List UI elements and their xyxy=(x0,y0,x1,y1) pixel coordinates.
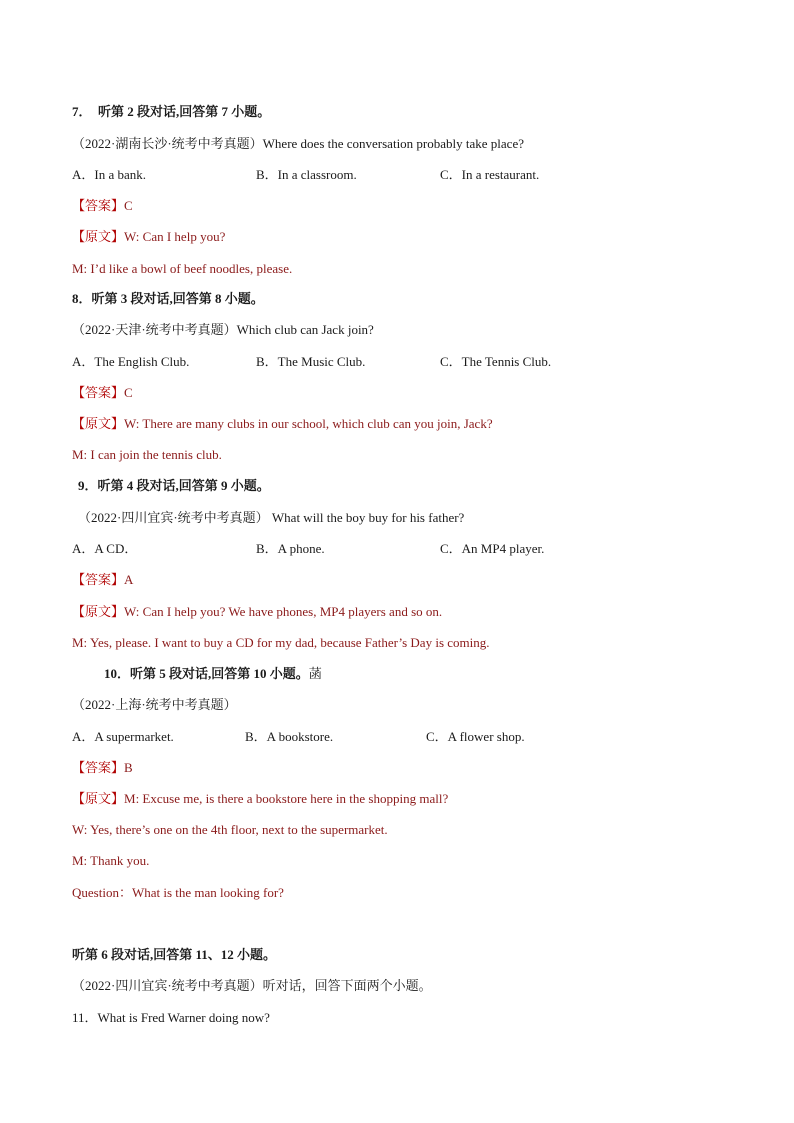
q7-option-c: C．In a restaurant. xyxy=(440,167,540,182)
answer-tag: 【答案】 xyxy=(72,760,125,775)
q7-source-line-2: M: I’d like a bowl of beef noodles, please. xyxy=(72,261,293,276)
q9-option-a: A．A CD． xyxy=(72,541,138,556)
q7-option-a: A．In a bank. xyxy=(72,167,147,182)
q9-source-line-2: M: Yes, please. I want to buy a CD for my dad, because Father’s Day is coming. xyxy=(72,635,490,650)
q7-question: （2022·湖南长沙·统考中考真题）Where does the conversation probably take place? xyxy=(72,136,524,151)
q8-heading: 8．听第 3 段对话,回答第 8 小题。 xyxy=(72,291,264,306)
q10-source-line-3: M: Thank you. xyxy=(72,853,150,868)
q10-answer xyxy=(72,760,133,776)
q11-question: （2022·四川宜宾·统考中考真题）听对话，回答下面两个小题。 xyxy=(72,978,432,993)
q7-option-b: B．In a classroom. xyxy=(256,167,357,182)
source-tag: 【原文】 xyxy=(72,229,125,244)
q8-question: （2022·天津·统考中考真题）Which club can Jack join? xyxy=(72,322,374,337)
q9-heading: 9．听第 4 段对话,回答第 9 小题。 xyxy=(78,478,270,493)
q10-source-line-2: W: Yes, there’s one on the 4th floor, next to the supermarket. xyxy=(72,822,388,837)
answer-value: A xyxy=(124,572,134,587)
q8-answer xyxy=(72,385,133,401)
q7-answer xyxy=(72,198,133,214)
q8-source-line-2: M: I can join the tennis club. xyxy=(72,447,222,462)
q9-option-c: C．An MP4 player. xyxy=(440,541,545,556)
q10-option-c: C．A flower shop. xyxy=(426,729,525,744)
q10-question: （2022·上海·统考中考真题） xyxy=(72,697,237,712)
q8-source-line-1 xyxy=(72,416,493,432)
answer-value: C xyxy=(124,385,133,400)
q10-heading-text: 10．听第 5 段对话,回答第 10 小题。 xyxy=(104,666,309,681)
q11-subquestion: 11．What is Fred Warner doing now? xyxy=(72,1010,270,1025)
source-text: W: There are many clubs in our school, which club can you join, Jack? xyxy=(124,416,493,431)
answer-tag: 【答案】 xyxy=(72,385,125,400)
q10-option-b: B．A bookstore. xyxy=(245,729,334,744)
q8-option-c: C．The Tennis Club. xyxy=(440,354,552,369)
answer-tag: 【答案】 xyxy=(72,572,125,587)
q10-heading-tail: 菡 xyxy=(308,666,322,681)
source-text: W: Can I help you? xyxy=(124,229,226,244)
answer-tag: 【答案】 xyxy=(72,198,125,213)
source-text: M: Excuse me, is there a bookstore here in the shopping mall? xyxy=(124,791,449,806)
answer-value: C xyxy=(124,198,133,213)
q10-option-a: A．A supermarket. xyxy=(72,729,174,744)
q8-option-a: A．The English Club. xyxy=(72,354,190,369)
q10-heading xyxy=(104,666,322,682)
q9-answer xyxy=(72,572,133,588)
q9-source-line-1 xyxy=(72,604,442,620)
q8-option-b: B．The Music Club. xyxy=(256,354,366,369)
q7-heading: 7． 听第 2 段对话,回答第 7 小题。 xyxy=(72,104,271,119)
q11-heading: 听第 6 段对话,回答第 11、12 小题。 xyxy=(72,947,277,962)
q9-question: （2022·四川宜宾·统考中考真题） What will the boy buy for his father? xyxy=(78,510,465,525)
source-tag: 【原文】 xyxy=(72,604,125,619)
q7-source-line-1 xyxy=(72,229,225,245)
q10-source-line-4: Question：What is the man looking for? xyxy=(72,885,284,900)
source-tag: 【原文】 xyxy=(72,416,125,431)
source-tag: 【原文】 xyxy=(72,791,125,806)
q9-option-b: B．A phone. xyxy=(256,541,325,556)
q10-source-line-1 xyxy=(72,791,448,807)
answer-value: B xyxy=(124,760,133,775)
source-text: W: Can I help you? We have phones, MP4 players and so on. xyxy=(124,604,443,619)
